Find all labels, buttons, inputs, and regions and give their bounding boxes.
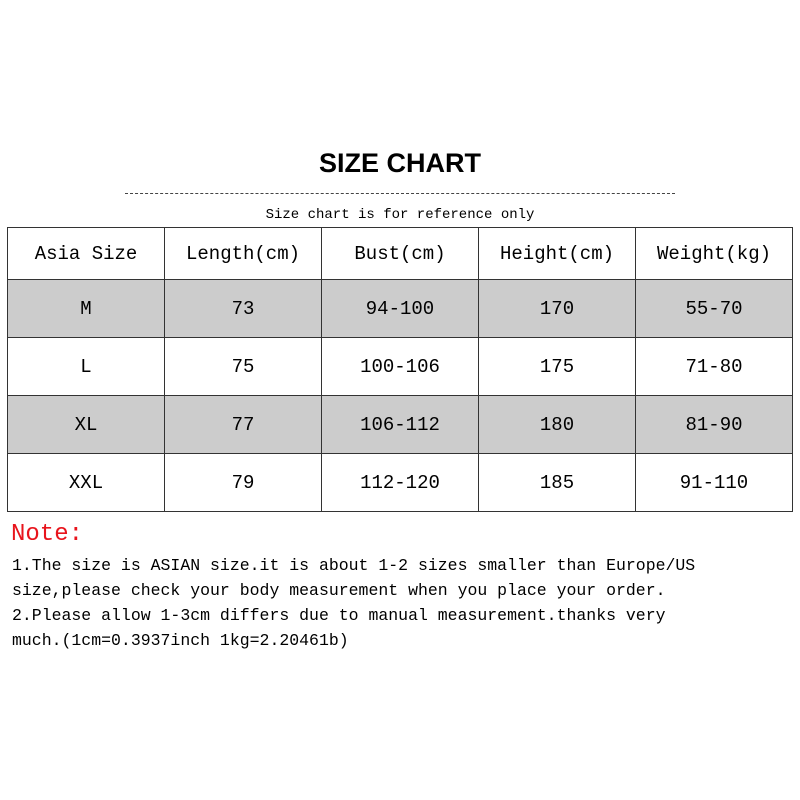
table-row [8, 454, 793, 512]
table-cell: L [8, 338, 165, 396]
table-cell: 180 [479, 396, 636, 454]
table-cell: 71-80 [636, 338, 793, 396]
table-cell: 100-106 [322, 338, 479, 396]
table-cell: 55-70 [636, 280, 793, 338]
table-cell: 94-100 [322, 280, 479, 338]
table-row [8, 338, 793, 396]
table-cell: 73 [165, 280, 322, 338]
dashed-divider [125, 193, 675, 194]
table-cell: 75 [165, 338, 322, 396]
subtitle: Size chart is for reference only [265, 207, 535, 223]
page-title: SIZE CHART [319, 148, 481, 178]
table-cell: 175 [479, 338, 636, 396]
header-cell-asia-size: Asia Size [8, 228, 165, 280]
header-cell-height: Height(cm) [479, 228, 636, 280]
size-table [7, 227, 793, 512]
header-cell-length: Length(cm) [165, 228, 322, 280]
note-body [12, 553, 792, 653]
note-title: Note: [11, 521, 84, 548]
table-cell: 79 [165, 454, 322, 512]
table-cell: 170 [479, 280, 636, 338]
header-cell-weight: Weight(kg) [636, 228, 793, 280]
table-row [8, 280, 793, 338]
table-cell: XXL [8, 454, 165, 512]
table-header-row [8, 228, 793, 280]
note-line: much.(1cm=0.3937inch 1kg=2.20461b) [12, 631, 349, 650]
header-cell-bust: Bust(cm) [322, 228, 479, 280]
note-line: size,please check your body measurement when you place your order. [12, 581, 666, 600]
table-row [8, 396, 793, 454]
table-cell: 91-110 [636, 454, 793, 512]
note-line: 1.The size is ASIAN size.it is about 1-2 sizes smaller than Europe/US [12, 556, 696, 575]
table-cell: 77 [165, 396, 322, 454]
table-cell: 81-90 [636, 396, 793, 454]
table-cell: M [8, 280, 165, 338]
table-cell: XL [8, 396, 165, 454]
table-cell: 185 [479, 454, 636, 512]
note-line: 2.Please allow 1-3cm differs due to manual measurement.thanks very [12, 606, 666, 625]
table-cell: 106-112 [322, 396, 479, 454]
table-cell: 112-120 [322, 454, 479, 512]
